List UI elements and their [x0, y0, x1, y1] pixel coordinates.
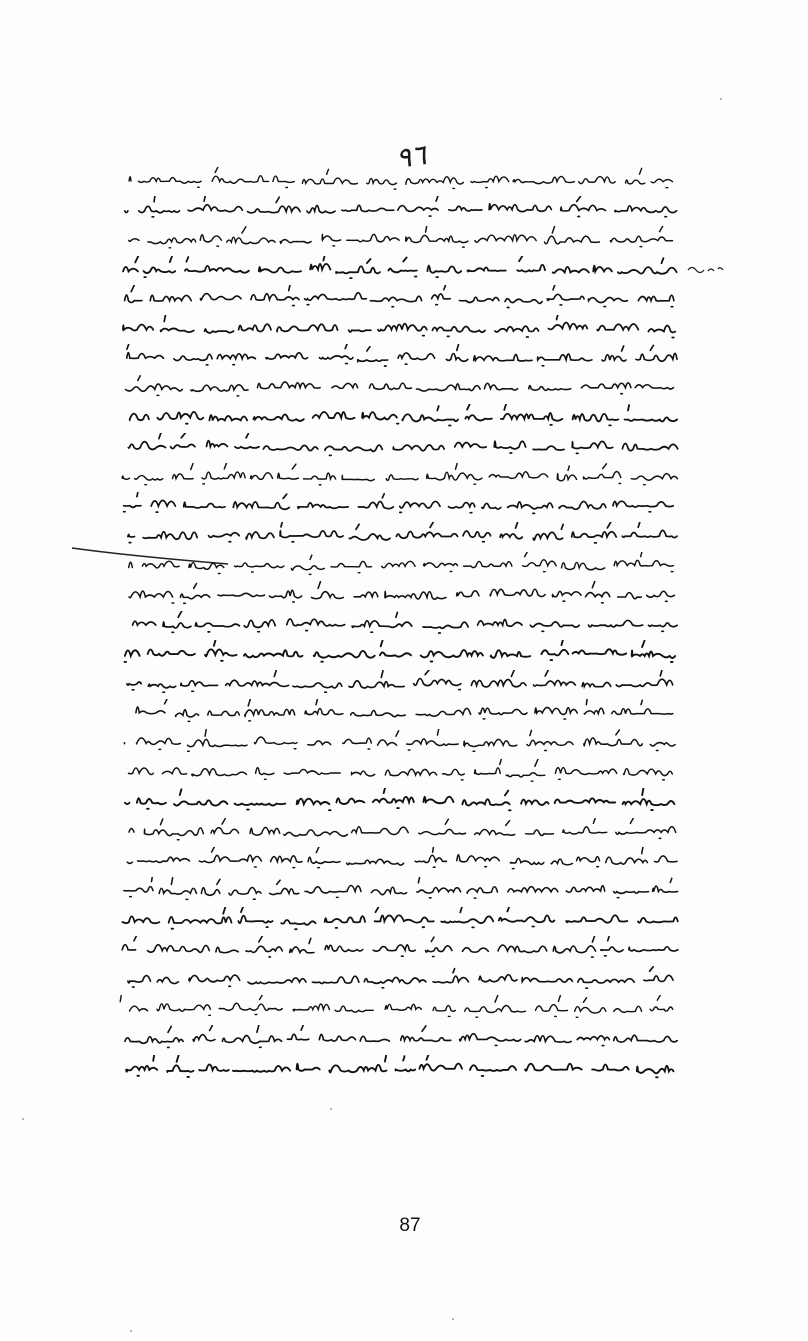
- manuscript-line: [118, 1023, 684, 1053]
- ink-stroke: [127, 344, 677, 366]
- ink-stroke: [129, 226, 673, 248]
- manuscript-line: [118, 934, 684, 964]
- handwriting-stroke: [118, 522, 684, 548]
- ink-stroke: [122, 907, 677, 929]
- ink-stroke: [124, 492, 674, 513]
- ink-stroke: [123, 315, 675, 338]
- ink-stroke: [118, 463, 677, 485]
- manuscript-line: [118, 224, 684, 254]
- manuscript-line: [118, 698, 684, 728]
- ink-stroke: [125, 640, 676, 662]
- manuscript-line: [118, 579, 684, 609]
- ink-stroke: [136, 699, 673, 721]
- ink-stroke: [126, 376, 674, 396]
- handwriting-stroke: [118, 1025, 684, 1051]
- handwriting-stroke: [118, 315, 684, 341]
- ink-stroke: [123, 256, 677, 278]
- manuscript-line: [118, 343, 684, 373]
- ink-stroke: [129, 167, 672, 189]
- manuscript-line: [118, 313, 684, 343]
- handwriting-stroke: [118, 670, 684, 696]
- margin-note: [686, 262, 726, 276]
- ink-stroke: [128, 522, 677, 543]
- manuscript-line: [118, 165, 684, 195]
- handwriting-stroke: [118, 256, 684, 282]
- manuscript-line: [118, 1053, 684, 1083]
- handwriting-stroke: [118, 226, 684, 252]
- handwriting-stroke: [118, 285, 684, 311]
- manuscript-line: [118, 668, 684, 698]
- ink-stroke: [125, 1025, 677, 1047]
- page-number: 87: [399, 1215, 421, 1236]
- paper-speck: [330, 1108, 332, 1110]
- ink-stroke: [125, 285, 674, 308]
- ink-stroke: [118, 788, 674, 810]
- manuscript-line: [118, 283, 684, 313]
- ink-stroke: [118, 847, 677, 869]
- ink-stroke: [133, 611, 678, 633]
- manuscript-line: [118, 875, 684, 905]
- manuscript-line: [118, 550, 684, 580]
- paper-speck: [130, 1330, 132, 1332]
- ink-stroke: [130, 404, 677, 426]
- manuscript-line: [118, 372, 684, 402]
- manuscript-line: [118, 727, 684, 757]
- ink-stroke: [126, 1055, 673, 1077]
- manuscript-line: [118, 639, 684, 669]
- manuscript-line: [118, 905, 684, 935]
- manuscript-line: [118, 491, 684, 521]
- handwriting-stroke: [118, 699, 684, 725]
- manuscript-line: [118, 520, 684, 550]
- ink-stroke: [118, 936, 678, 957]
- paper-speck: [452, 1318, 454, 1320]
- handwriting-stroke: [118, 433, 684, 459]
- manuscript-line: [118, 609, 684, 639]
- handwriting-stroke: [118, 463, 684, 489]
- handwriting-stroke: [118, 966, 684, 992]
- handwriting-stroke: [118, 788, 684, 814]
- handwriting-stroke: [118, 847, 684, 873]
- handwriting-stroke: [118, 640, 684, 666]
- paper-speck: [22, 1118, 24, 1120]
- handwriting-stroke: [118, 344, 684, 370]
- handwriting-stroke: [118, 936, 684, 962]
- handwriting-stroke: [118, 492, 684, 518]
- manuscript-line: [118, 195, 684, 225]
- manuscript-line: [118, 846, 684, 876]
- ink-stroke: [127, 670, 673, 692]
- handwriting-stroke: [118, 552, 684, 578]
- manuscript-line: [118, 431, 684, 461]
- ink-stroke: [128, 433, 677, 455]
- ink-stroke: [125, 196, 677, 217]
- handwriting-stroke: [118, 759, 684, 785]
- handwriting-stroke: [118, 877, 684, 903]
- ink-stroke: [118, 818, 676, 840]
- handwriting-stroke: [118, 404, 684, 430]
- manuscript-line: [118, 964, 684, 994]
- manuscript-line: [118, 786, 684, 816]
- manuscript-line: [118, 757, 684, 787]
- ink-stroke: [129, 581, 674, 603]
- ink-stroke: [129, 759, 673, 781]
- manuscript-line: [118, 254, 684, 284]
- handwriting-stroke: [118, 196, 684, 222]
- handwriting-stroke: [118, 374, 684, 400]
- ink-stroke: [129, 552, 674, 574]
- handwriting-stroke: [118, 995, 684, 1021]
- handwriting-stroke: [118, 581, 684, 607]
- folio-mark: ٩٦: [393, 138, 429, 175]
- manuscript-line: [118, 816, 684, 846]
- ink-stroke: [128, 967, 673, 988]
- manuscript-line: [118, 461, 684, 491]
- ink-stroke: [120, 995, 673, 1017]
- ink-stroke: [124, 729, 675, 751]
- handwriting-stroke: [118, 611, 684, 637]
- ink-stroke: [124, 877, 678, 899]
- handwriting-stroke: [118, 1055, 684, 1081]
- manuscript-line: [118, 994, 684, 1024]
- handwriting-stroke: [118, 907, 684, 933]
- paper-speck: [720, 98, 722, 100]
- handwriting-stroke: [118, 167, 684, 193]
- manuscript-line: [118, 402, 684, 432]
- handwriting-stroke: [118, 729, 684, 755]
- handwriting-stroke: [118, 818, 684, 844]
- manuscript-text-block: [118, 165, 684, 1082]
